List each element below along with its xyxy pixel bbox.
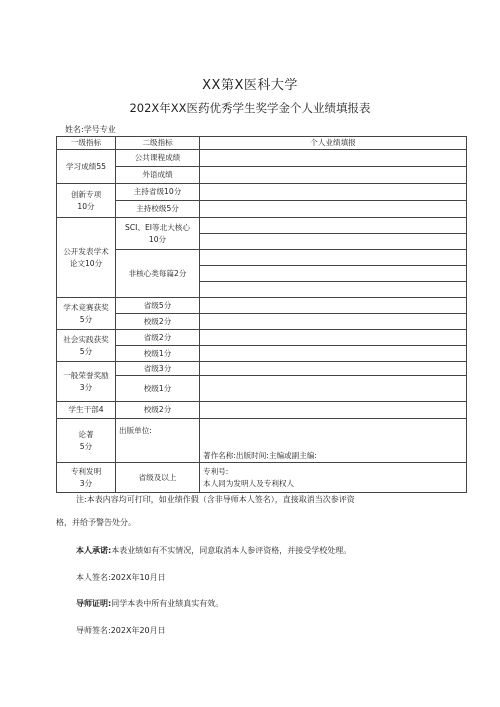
fill-cell[interactable] bbox=[200, 266, 467, 282]
patent-level: 省级及以上 bbox=[116, 463, 200, 493]
tutor-row bbox=[76, 598, 476, 610]
table-row bbox=[57, 463, 467, 493]
fill-cell[interactable] bbox=[200, 201, 467, 218]
table-row bbox=[57, 298, 467, 314]
fill-cell[interactable] bbox=[200, 376, 467, 402]
table-row bbox=[57, 419, 467, 463]
practice-label: 社会实践获奖 bbox=[63, 334, 109, 344]
table-row bbox=[57, 376, 467, 402]
works-cell bbox=[57, 419, 116, 463]
honor-cell bbox=[57, 362, 116, 402]
patent-detail-cell[interactable] bbox=[200, 463, 467, 493]
fill-cell[interactable] bbox=[200, 362, 467, 376]
table-row bbox=[57, 402, 467, 419]
practice-score: 5分 bbox=[79, 346, 93, 356]
header-level2: 二级指标 bbox=[116, 137, 200, 150]
fill-cell[interactable] bbox=[200, 330, 467, 346]
competition-provincial: 省级5分 bbox=[116, 298, 200, 314]
paper-label: 公开发表学术论文10分 bbox=[57, 218, 116, 298]
innovation-score: 10分 bbox=[77, 201, 95, 211]
table-row bbox=[57, 167, 467, 184]
tutor-text: 同学本表中所有业绩真实有效。 bbox=[111, 599, 224, 608]
innovation-cell bbox=[57, 184, 116, 218]
practice-school: 校级1分 bbox=[116, 346, 200, 362]
promise-label: 本人承诺: bbox=[76, 546, 112, 555]
fill-cell[interactable] bbox=[200, 250, 467, 266]
foreign-language: 外语成绩 bbox=[116, 167, 200, 184]
note-line-2: 格，并给予警告处分。 bbox=[56, 518, 136, 527]
promise-text: 本表业绩如有不实情况，同意取消本人参评资格，并接受学校处理。 bbox=[111, 546, 352, 555]
practice-cell bbox=[57, 330, 116, 362]
table-header-row bbox=[57, 137, 467, 150]
competition-school: 校级2分 bbox=[116, 314, 200, 330]
fill-cell[interactable] bbox=[200, 346, 467, 362]
table-row bbox=[57, 150, 467, 167]
competition-score: 5分 bbox=[79, 314, 93, 324]
paper-core bbox=[116, 218, 200, 250]
fill-cell[interactable] bbox=[200, 402, 467, 419]
competition-cell bbox=[57, 298, 116, 330]
header-performance: 个人业绩填报 bbox=[200, 137, 467, 150]
fill-cell[interactable] bbox=[200, 150, 467, 167]
public-course: 公共课程成绩 bbox=[116, 150, 200, 167]
paper-core-b: 10分 bbox=[148, 234, 167, 244]
promise-row bbox=[76, 545, 476, 557]
cadre-label: 学生干部4 bbox=[57, 402, 116, 419]
host-school: 主持校级5分 bbox=[116, 201, 200, 218]
table-row bbox=[57, 330, 467, 346]
note-line-1: 注:本表内容均可打印，如业绩作假（含非导师本人签名），直接取消当次参评资 bbox=[76, 495, 355, 504]
fill-cell[interactable] bbox=[200, 167, 467, 184]
cadre-school: 校级2分 bbox=[116, 402, 200, 419]
university-title: XX第X医科大学 bbox=[202, 78, 298, 93]
tutor-signature: 导师签名:202X年20月日 bbox=[76, 626, 166, 635]
table-row bbox=[57, 184, 467, 201]
works-label: 论著 bbox=[78, 429, 94, 439]
honor-label: 一般荣誉奖励 bbox=[63, 370, 109, 380]
patent-owner: 本人同为发明人及专利权人 bbox=[203, 478, 295, 488]
practice-provincial: 省级2分 bbox=[116, 330, 200, 346]
self-signature: 本人签名:202X年10月日 bbox=[76, 573, 166, 582]
honor-provincial: 省级3分 bbox=[116, 362, 200, 376]
patent-cell bbox=[57, 463, 116, 493]
publisher-cell: 出版单位: bbox=[116, 419, 200, 463]
table-row bbox=[57, 201, 467, 218]
performance-table bbox=[56, 136, 467, 493]
fill-cell[interactable] bbox=[200, 314, 467, 330]
table-row bbox=[57, 314, 467, 330]
paper-core-a: SCI、EI等北大核心 bbox=[125, 222, 190, 232]
host-provincial: 主持省级10分 bbox=[116, 184, 200, 201]
table-row bbox=[57, 346, 467, 362]
header-level1: 一级指标 bbox=[57, 137, 116, 150]
patent-score: 3分 bbox=[79, 478, 93, 488]
patent-label: 专利发明 bbox=[70, 466, 102, 476]
table-row bbox=[57, 218, 467, 234]
tutor-label: 导师证明: bbox=[76, 599, 112, 608]
name-row: 姓名:学号专业 bbox=[65, 125, 116, 134]
honor-score: 3分 bbox=[79, 382, 93, 392]
works-detail[interactable]: 著作名称:出版时间:主编或副主编: bbox=[200, 419, 467, 463]
fill-cell[interactable] bbox=[200, 234, 467, 250]
table-row bbox=[57, 250, 467, 266]
works-score: 5分 bbox=[79, 441, 93, 451]
fill-cell[interactable] bbox=[200, 298, 467, 314]
fill-cell[interactable] bbox=[200, 218, 467, 234]
competition-label: 学术竞赛获奖 bbox=[63, 302, 109, 312]
study-label: 学习成绩55 bbox=[57, 150, 116, 184]
honor-school: 校级1分 bbox=[116, 376, 200, 402]
innovation-label: 创新专项 bbox=[70, 189, 102, 199]
patent-number: 专利号: bbox=[203, 466, 229, 476]
table-row bbox=[57, 362, 467, 376]
fill-cell[interactable] bbox=[200, 184, 467, 201]
form-title: 202X年XX医药优秀学生奖学金个人业绩填报表 bbox=[129, 101, 371, 115]
fill-cell[interactable] bbox=[200, 282, 467, 298]
paper-noncore: 非核心类每篇2分 bbox=[116, 250, 200, 298]
